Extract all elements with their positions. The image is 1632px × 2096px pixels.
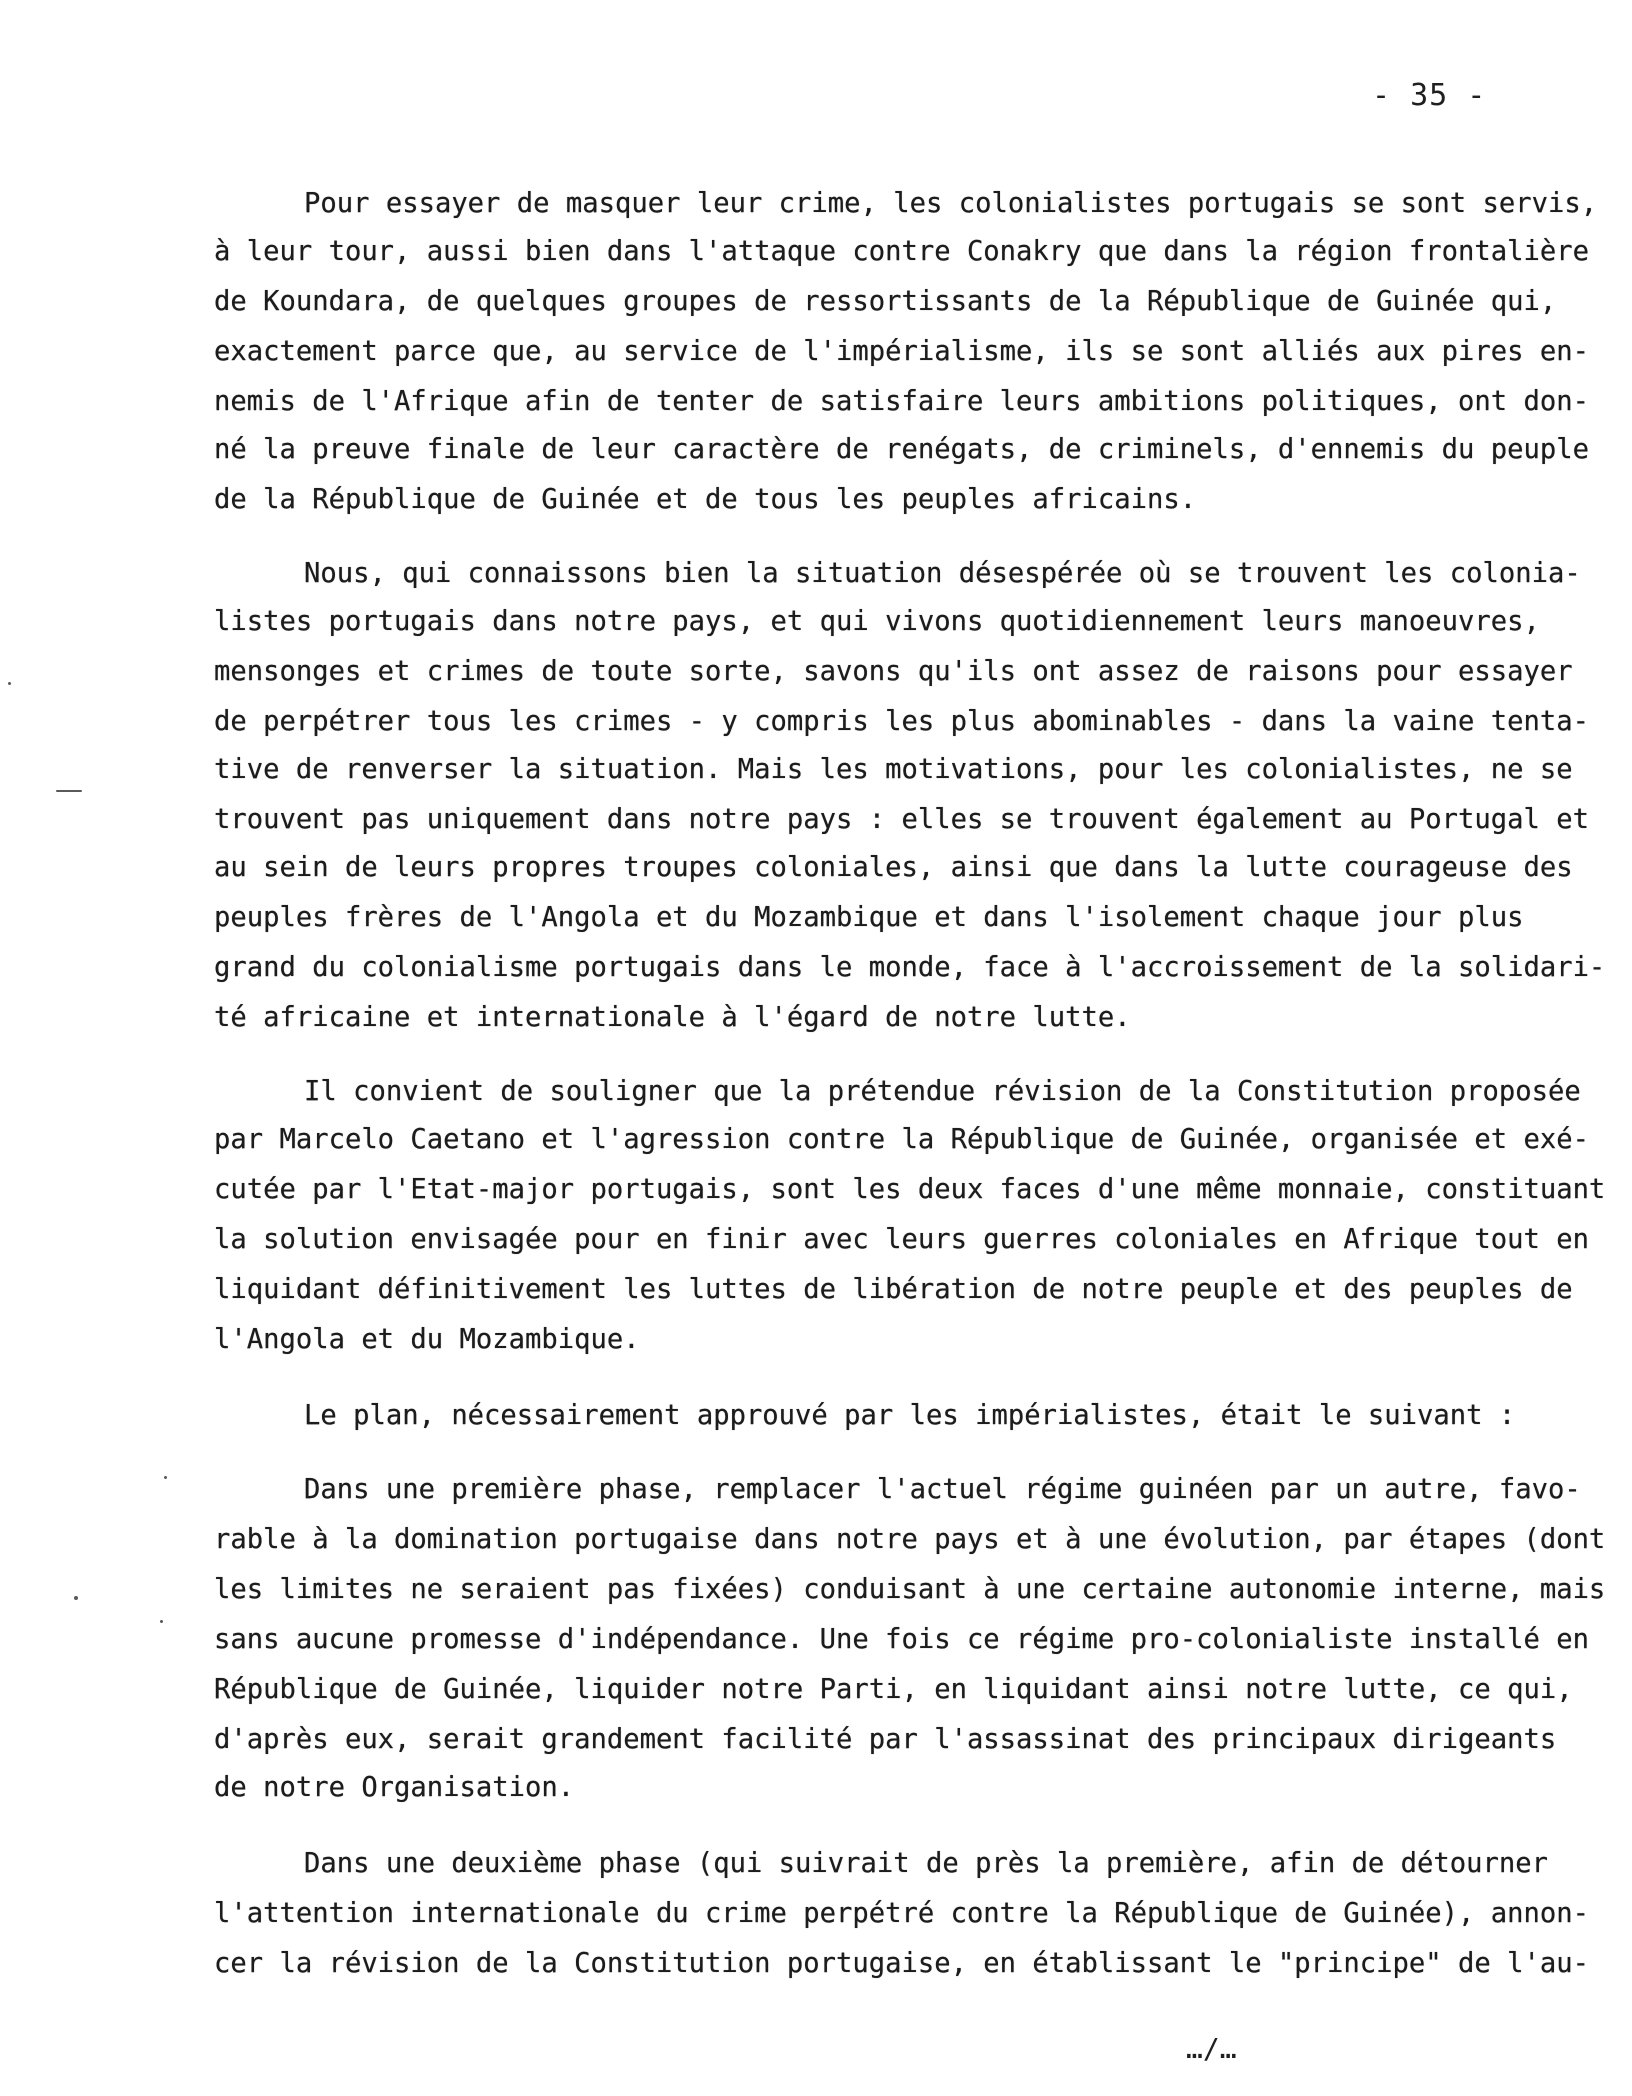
- paragraph-1-line-4: exactement parce que, au service de l'impérialisme, ils se sont alliés aux pires en-: [214, 336, 1589, 367]
- paragraph-2-line-8: peuples frères de l'Angola et du Mozambique et dans l'isolement chaque jour plus: [214, 902, 1524, 933]
- paragraph-1-line-1: Pour essayer de masquer leur crime, les colonialistes portugais se sont servis,: [304, 188, 1598, 219]
- continuation-mark: …/…: [1186, 2032, 1237, 2065]
- paragraph-3-line-3: cutée par l'Etat-major portugais, sont les deux faces d'une même monnaie, constituant: [214, 1174, 1606, 1205]
- paragraph-4-line-1: Le plan, nécessairement approuvé par les impérialistes, était le suivant :: [304, 1400, 1516, 1431]
- paragraph-1-line-6: né la preuve finale de leur caractère de renégats, de criminels, d'ennemis du peuple: [214, 434, 1589, 465]
- paragraph-3-line-2: par Marcelo Caetano et l'agression contre la République de Guinée, organisée et exé-: [214, 1124, 1589, 1155]
- paragraph-5-line-4: sans aucune promesse d'indépendance. Une fois ce régime pro-colonialiste installé en: [214, 1624, 1589, 1655]
- paragraph-3-line-1: Il convient de souligner que la prétendue révision de la Constitution proposée: [304, 1076, 1581, 1107]
- paragraph-6-line-2: l'attention internationale du crime perpétré contre la République de Guinée), annon-: [214, 1898, 1589, 1929]
- paragraph-5-line-1: Dans une première phase, remplacer l'actuel régime guinéen par un autre, favo-: [304, 1474, 1581, 1505]
- paragraph-5-line-6: d'après eux, serait grandement facilité par l'assassinat des principaux dirigeants: [214, 1724, 1557, 1755]
- paragraph-2-line-7: au sein de leurs propres troupes coloniales, ainsi que dans la lutte courageuse des: [214, 852, 1573, 883]
- paragraph-5-line-3: les limites ne seraient pas fixées) conduisant à une certaine autonomie interne, mais: [214, 1574, 1606, 1605]
- page-number: - 35 -: [1372, 78, 1487, 113]
- paragraph-5-line-7: de notre Organisation.: [214, 1772, 575, 1803]
- paragraph-3-line-4: la solution envisagée pour en finir avec leurs guerres coloniales en Afrique tout en: [214, 1224, 1589, 1255]
- paragraph-2-line-9: grand du colonialisme portugais dans le monde, face à l'accroissement de la solidari-: [214, 952, 1606, 983]
- paragraph-2-line-2: listes portugais dans notre pays, et qui vivons quotidiennement leurs manoeuvres,: [214, 606, 1540, 637]
- paragraph-1-line-3: de Koundara, de quelques groupes de ressortissants de la République de Guinée qui,: [214, 286, 1557, 317]
- paragraph-3-line-6: l'Angola et du Mozambique.: [214, 1324, 640, 1355]
- paragraph-2-line-6: trouvent pas uniquement dans notre pays : elles se trouvent également au Portugal et: [214, 804, 1589, 835]
- paragraph-1-line-5: nemis de l'Afrique afin de tenter de satisfaire leurs ambitions politiques, ont don-: [214, 386, 1589, 417]
- paragraph-2-line-1: Nous, qui connaissons bien la situation désespérée où se trouvent les colonia-: [304, 558, 1581, 589]
- paragraph-5-line-5: République de Guinée, liquider notre Parti, en liquidant ainsi notre lutte, ce qui,: [214, 1674, 1573, 1705]
- paragraph-2-line-4: de perpétrer tous les crimes - y compris les plus abominables - dans la vaine tenta-: [214, 706, 1589, 737]
- scan-mark: [56, 790, 82, 792]
- paragraph-6-line-3: cer la révision de la Constitution portugaise, en établissant le "principe" de l'au-: [214, 1948, 1589, 1979]
- paragraph-5-line-2: rable à la domination portugaise dans notre pays et à une évolution, par étapes (dont: [214, 1524, 1606, 1555]
- paragraph-1-line-7: de la République de Guinée et de tous les peuples africains.: [214, 484, 1197, 515]
- paragraph-1-line-2: à leur tour, aussi bien dans l'attaque contre Conakry que dans la région frontalière: [214, 236, 1589, 267]
- paragraph-2-line-5: tive de renverser la situation. Mais les motivations, pour les colonialistes, ne se: [214, 754, 1573, 785]
- paragraph-3-line-5: liquidant définitivement les luttes de libération de notre peuple et des peuples de: [214, 1274, 1573, 1305]
- scan-speck: [74, 1596, 78, 1600]
- scan-speck: [160, 1620, 163, 1623]
- scan-speck: [164, 1476, 167, 1479]
- paragraph-2-line-10: té africaine et internationale à l'égard de notre lutte.: [214, 1002, 1131, 1033]
- scan-speck: [8, 682, 11, 685]
- paragraph-2-line-3: mensonges et crimes de toute sorte, savons qu'ils ont assez de raisons pour essayer: [214, 656, 1573, 687]
- paragraph-6-line-1: Dans une deuxième phase (qui suivrait de près la première, afin de détourner: [304, 1848, 1548, 1879]
